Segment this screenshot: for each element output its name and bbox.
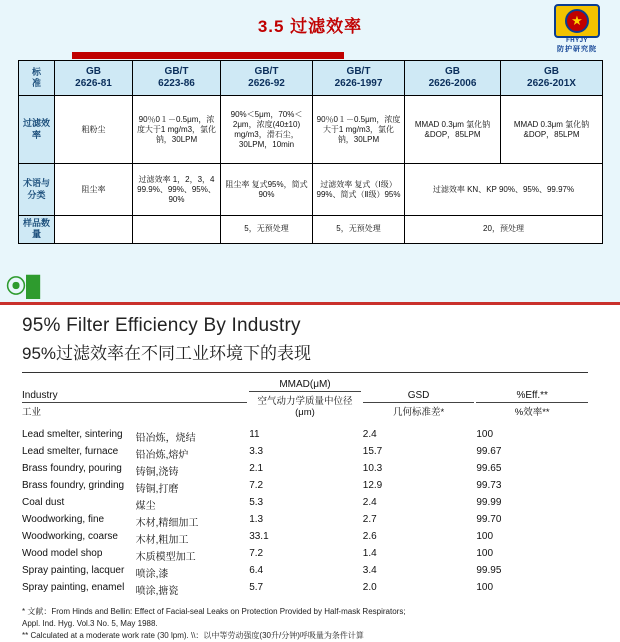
row-mmad: 1.3 xyxy=(249,514,264,525)
row-gsd: 10.3 xyxy=(362,463,383,474)
title-divider xyxy=(22,372,588,373)
row-efficiency: 100 xyxy=(476,531,494,542)
cell-eff-2: 90％0１－0.5μm，浓度大于1 mg/m3，氯化钠，30LPM xyxy=(133,96,221,164)
table-row xyxy=(22,564,590,581)
row-name-cn: 木质模型加工 xyxy=(135,552,196,563)
row-name-en: Coal dust xyxy=(22,497,65,508)
row-name-cn: 煤尘 xyxy=(135,501,156,512)
row-name-en: Spray painting, lacquer xyxy=(22,565,125,576)
row-gsd: 15.7 xyxy=(362,446,383,457)
table-row xyxy=(22,496,590,513)
cell-sample-5: 20，预处理 xyxy=(405,216,603,244)
row-name-cn: 喷涂,漆 xyxy=(135,569,169,580)
table-header-gbt2626-92: GB/T 2626-92 xyxy=(221,61,313,96)
title-underline-bar xyxy=(72,52,344,59)
row-mmad: 5.3 xyxy=(249,497,264,508)
row-efficiency: 99.67 xyxy=(476,446,502,457)
bottom-slide xyxy=(0,305,620,640)
row-mmad: 3.3 xyxy=(249,446,264,457)
row-mmad: 33.1 xyxy=(249,531,269,542)
cell-eff-5: MMAD 0.3μm 氯化钠&DOP，85LPM xyxy=(405,96,501,164)
row-name-cn: 铅冶炼,熔炉 xyxy=(135,450,189,461)
row-mmad: 7.2 xyxy=(249,548,264,559)
row-name-cn: 铸铜,打磨 xyxy=(135,484,179,495)
row-name-en: Lead smelter, furnace xyxy=(22,446,119,457)
row-name-cn: 木材,粗加工 xyxy=(135,535,189,546)
cell-sample-1 xyxy=(55,216,133,244)
top-slide xyxy=(0,0,620,305)
table-header-gb2626-2006: GB 2626-2006 xyxy=(405,61,501,96)
row-gsd: 1.4 xyxy=(362,548,377,559)
row-label-terms-classification: 术语与分类 xyxy=(19,164,55,216)
cell-term-3: 阻尘率 复式95%，简式90% xyxy=(221,164,313,216)
standards-table-wrapper xyxy=(18,60,602,244)
row-efficiency: 100 xyxy=(476,548,494,559)
row-gsd: 2.7 xyxy=(362,514,377,525)
cell-eff-4: 90％0１－0.5μm，浓度大于1 mg/m3，氯化钠，30LPM xyxy=(313,96,405,164)
bottom-title-cn: 95%过滤效率在不同工业环境下的表现 xyxy=(22,344,312,363)
row-efficiency: 99.70 xyxy=(476,514,502,525)
table-row xyxy=(22,530,590,547)
cell-term-1: 阻尘率 xyxy=(55,164,133,216)
standards-table xyxy=(18,60,603,244)
table-row xyxy=(19,216,603,244)
table-row xyxy=(22,445,590,462)
table-row xyxy=(19,96,603,164)
cell-eff-3: 90%＜5μm，70%＜2μm，浓度(40±10) mg/m3，滑石尘，30LPM，10min xyxy=(221,96,313,164)
row-name-en: Lead smelter, sintering xyxy=(22,429,123,440)
row-efficiency: 99.65 xyxy=(476,463,502,474)
row-efficiency: 100 xyxy=(476,429,494,440)
header-gsd: GSD 几何标准差* xyxy=(363,379,477,418)
header-efficiency: %Eff.** %效率** xyxy=(476,379,590,418)
header-industry: Industry 工业 xyxy=(22,379,249,418)
cell-sample-3: 5，无预处理 xyxy=(221,216,313,244)
row-gsd: 2.0 xyxy=(362,582,377,593)
table-spacer xyxy=(22,418,590,428)
header-mmad: MMAD(μM) 空气动力学质量中位径(μm) xyxy=(249,379,363,418)
row-name-en: Wood model shop xyxy=(22,548,103,559)
row-label-sample-quantity: 样品数量 xyxy=(19,216,55,244)
cell-term-2: 过滤效率 1，2，3，4 99.9%、99%、95%、90% xyxy=(133,164,221,216)
organization-logo xyxy=(544,4,610,56)
row-name-en: Spray painting, enamel xyxy=(22,582,125,593)
industry-efficiency-table xyxy=(22,379,590,598)
table-row xyxy=(22,547,590,564)
industry-table-header-row xyxy=(22,379,590,418)
row-mmad: 6.4 xyxy=(249,565,264,576)
row-name-en: Brass foundry, pouring xyxy=(22,463,122,474)
logo-badge-icon xyxy=(554,4,600,38)
row-gsd: 2.4 xyxy=(362,497,377,508)
table-row xyxy=(22,581,590,598)
page-title: 3.5 过滤效率 xyxy=(257,17,363,36)
cell-sample-2 xyxy=(133,216,221,244)
row-mmad: 11 xyxy=(249,429,260,440)
cell-term-4: 过滤效率 复式（Ⅰ级）99%、简式（Ⅱ级）95% xyxy=(313,164,405,216)
bottom-title-en: 95% Filter Efficiency By Industry xyxy=(22,315,301,336)
logo-text-cn: 防护研究院 xyxy=(557,46,597,53)
row-name-cn: 木材,精细加工 xyxy=(135,518,199,529)
cell-eff-1: 粗粉尘 xyxy=(55,96,133,164)
row-name-cn: 铸铜,浇铸 xyxy=(135,467,179,478)
table-header-standard: 标 准 xyxy=(19,61,55,96)
cell-sample-4: 5，无预处理 xyxy=(313,216,405,244)
table-row xyxy=(22,428,590,445)
row-label-filter-efficiency: 过滤效率 xyxy=(19,96,55,164)
table-header-gbt2626-1997: GB/T 2626-1997 xyxy=(313,61,405,96)
row-name-en: Woodworking, fine xyxy=(22,514,105,525)
table-header-gbt6223-86: GB/T 6223-86 xyxy=(133,61,221,96)
row-efficiency: 99.99 xyxy=(476,497,502,508)
row-name-en: Brass foundry, grinding xyxy=(22,480,125,491)
table-header-row xyxy=(19,61,603,96)
logo-text-en: FHYJY xyxy=(566,38,588,44)
table-row xyxy=(19,164,603,216)
table-header-gb2626-81: GB 2626-81 xyxy=(55,61,133,96)
footnote-line-2: Appl. Ind. Hyg. Vol.3 No. 5, May 1988. xyxy=(22,619,158,628)
footnote-line-1: * 文献：From Hinds and Bellin: Effect of Facial-seal Leaks on Protection Provided by Half-mask Respirators; xyxy=(22,607,406,616)
row-name-cn: 铅冶炼，烧结 xyxy=(135,433,196,444)
row-mmad: 2.1 xyxy=(249,463,264,474)
row-gsd: 3.4 xyxy=(362,565,377,576)
cell-term-5: 过滤效率 KN、KP 90%、95%、99.97% xyxy=(405,164,603,216)
row-efficiency: 99.73 xyxy=(476,480,502,491)
row-gsd: 2.6 xyxy=(362,531,377,542)
row-name-cn: 喷涂,搪瓷 xyxy=(135,586,179,597)
cell-eff-6: MMAD 0.3μm 氯化钠&DOP，85LPM xyxy=(501,96,603,164)
logo-star-icon: ★ xyxy=(571,12,583,28)
row-efficiency: 100 xyxy=(476,582,494,593)
row-gsd: 12.9 xyxy=(362,480,383,491)
row-mmad: 5.7 xyxy=(249,582,264,593)
row-efficiency: 99.95 xyxy=(476,565,502,576)
footnote-line-3: ** Calculated at a moderate work rate (30 lpm). \\：以中等劳动强度(30升/分钟)呼吸量为条件计算 xyxy=(22,631,364,640)
green-watermark-icon: ⦿█ xyxy=(6,276,41,298)
footnotes xyxy=(22,606,597,642)
table-row xyxy=(22,462,590,479)
row-gsd: 2.4 xyxy=(362,429,377,440)
table-row xyxy=(22,479,590,496)
table-header-gb2626-201x: GB 2626-201X xyxy=(501,61,603,96)
table-row xyxy=(22,513,590,530)
row-name-en: Woodworking, coarse xyxy=(22,531,118,542)
row-mmad: 7.2 xyxy=(249,480,264,491)
